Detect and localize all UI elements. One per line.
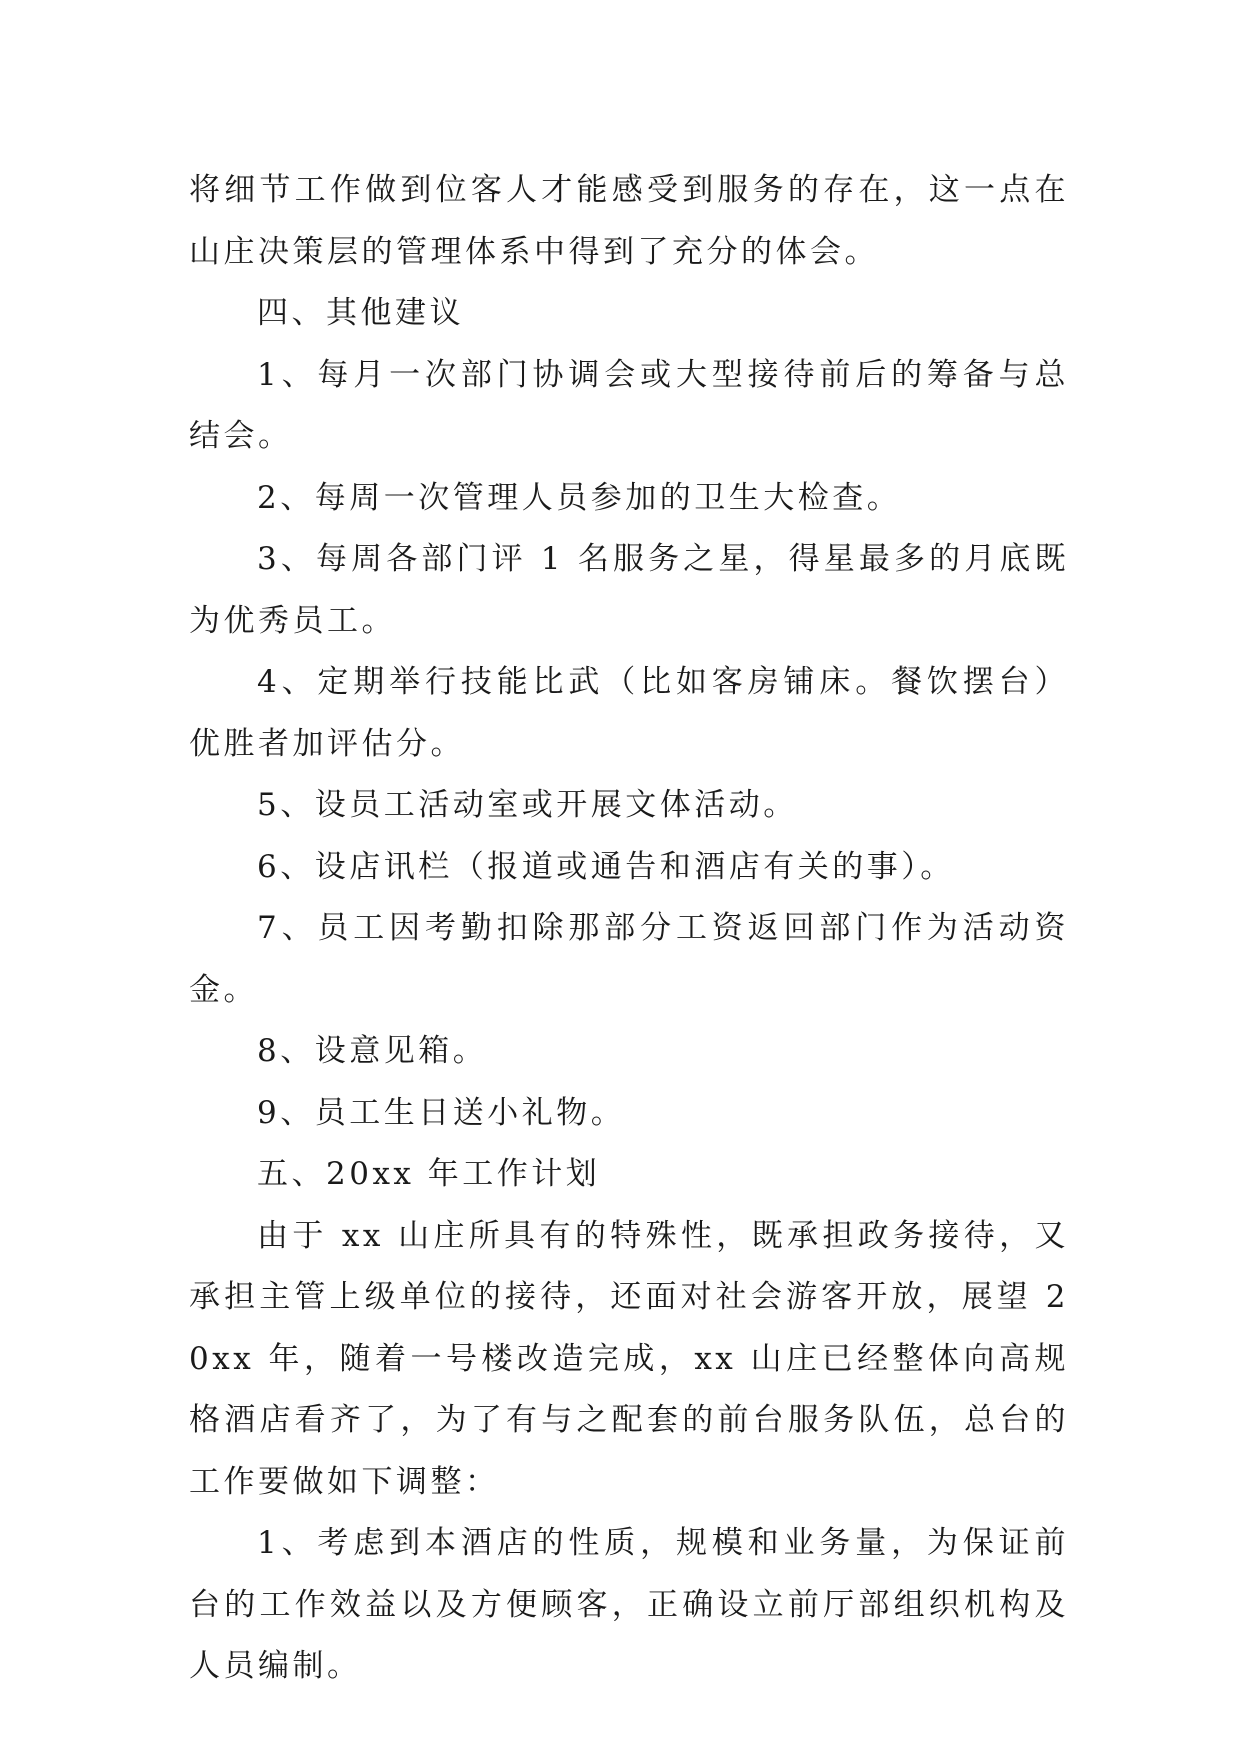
section-heading-other-suggestions: 四、其他建议: [257, 295, 464, 331]
list-item: 5、设员工活动室或开展文体活动。: [257, 787, 798, 823]
paragraph-work-plan-intro: 由于 xx 山庄所具有的特殊性，既承担政务接待，又承担主管上级单位的接待，还面对社会游客开放，展望 20xx 年，随着一号楼改造完成，xx 山庄已经整体向高规格酒店看齐了，为了有与之配套的前台服务队伍，总台的工作要做如下调整：: [189, 1217, 1069, 1500]
paragraph-intro-continuation: 将细节工作做到位客人才能感受到服务的存在，这一点在山庄决策层的管理体系中得到了充分的体会。: [189, 172, 1069, 270]
list-item: 3、每周各部门评 1 名服务之星，得星最多的月底既为优秀员工。: [189, 541, 1069, 639]
list-item: 1、每月一次部门协调会或大型接待前后的筹备与总结会。: [189, 356, 1069, 454]
list-item: 8、设意见箱。: [257, 1033, 488, 1069]
list-item: 1、考虑到本酒店的性质，规模和业务量，为保证前台的工作效益以及方便顾客，正确设立前厅部组织机构及人员编制。: [189, 1525, 1069, 1684]
section-heading-work-plan: 五、20xx 年工作计划: [257, 1156, 601, 1192]
list-item: 9、员工生日送小礼物。: [257, 1094, 626, 1131]
list-item: 6、设店讯栏（报道或通告和酒店有关的事）。: [257, 848, 955, 885]
list-item: 4、定期举行技能比武（比如客房铺床。餐饮摆台）优胜者加评估分。: [189, 664, 1069, 762]
list-item: 7、员工因考勤扣除那部分工资返回部门作为活动资金。: [189, 910, 1069, 1008]
list-item: 2、每周一次管理人员参加的卫生大检查。: [257, 479, 902, 516]
document-body: [189, 160, 1069, 1698]
